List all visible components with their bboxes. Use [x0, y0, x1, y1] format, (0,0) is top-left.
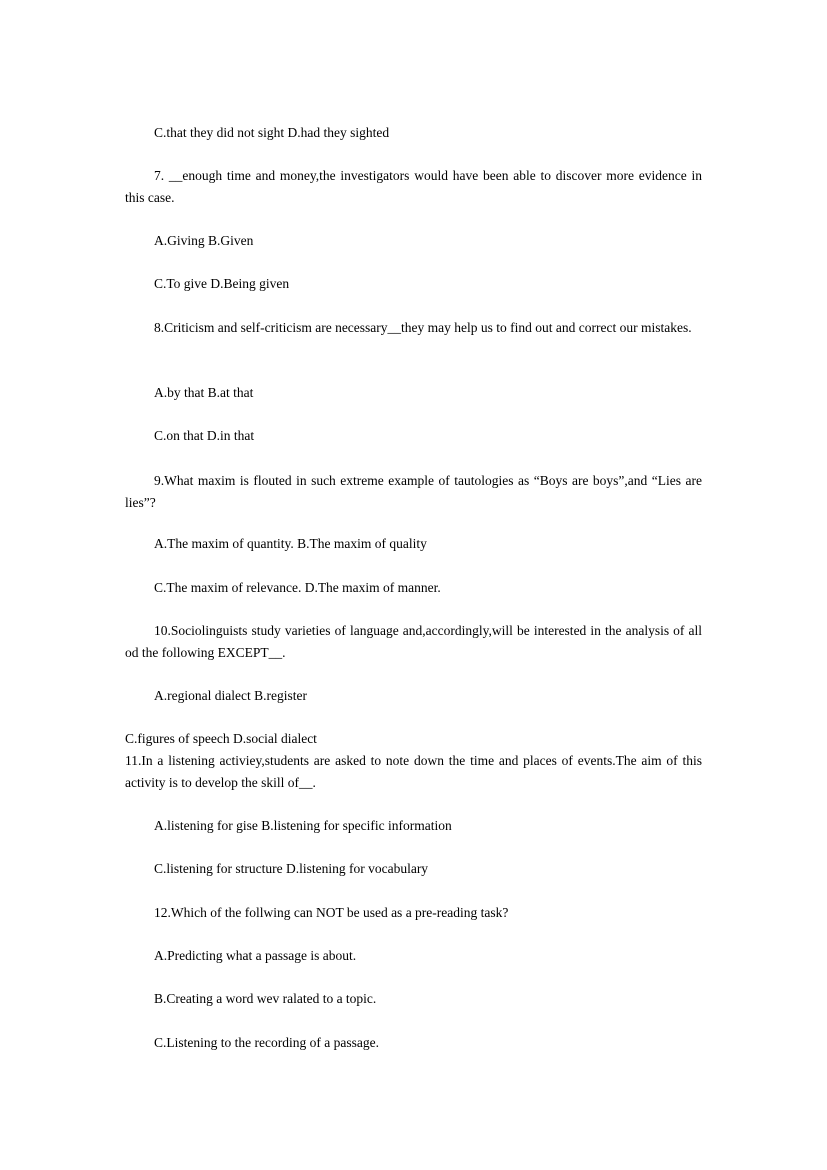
- option-line: C.listening for structure D.listening for vocabulary: [154, 861, 429, 876]
- option-line: B.Creating a word wev ralated to a topic.: [154, 991, 377, 1006]
- question-7: 7. __enough time and money,the investigators would have been able to discover more evidence in this case.: [125, 168, 702, 205]
- option-line: A.by that B.at that: [154, 385, 254, 400]
- option-line: C.that they did not sight D.had they sighted: [154, 125, 390, 140]
- question-9: 9.What maxim is flouted in such extreme example of tautologies as “Boys are boys”,and “Lies are lies”?: [125, 473, 702, 510]
- option-line: C.Listening to the recording of a passage.: [154, 1035, 379, 1050]
- option-line: A.The maxim of quantity. B.The maxim of quality: [154, 536, 427, 551]
- option-line: C.The maxim of relevance. D.The maxim of manner.: [154, 580, 441, 595]
- option-line: A.listening for gise B.listening for specific information: [154, 818, 452, 833]
- question-12: 12.Which of the follwing can NOT be used as a pre-reading task?: [154, 905, 509, 920]
- option-line: C.on that D.in that: [154, 428, 255, 443]
- option-line: C.figures of speech D.social dialect: [125, 731, 317, 746]
- question-10: 10.Sociolinguists study varieties of language and,accordingly,will be interested in the analysis of all od the following EXCEPT__.: [125, 623, 702, 660]
- question-11: 11.In a listening activiey,students are asked to note down the time and places of events.The aim of this activity is to develop the skill of__.: [125, 753, 702, 790]
- option-line: A.Predicting what a passage is about.: [154, 948, 357, 963]
- option-line: A.Giving B.Given: [154, 233, 254, 248]
- option-line: C.To give D.Being given: [154, 276, 290, 291]
- option-line: A.regional dialect B.register: [154, 688, 307, 703]
- question-8: 8.Criticism and self-criticism are necessary__they may help us to find out and correct our mistakes.: [154, 320, 692, 335]
